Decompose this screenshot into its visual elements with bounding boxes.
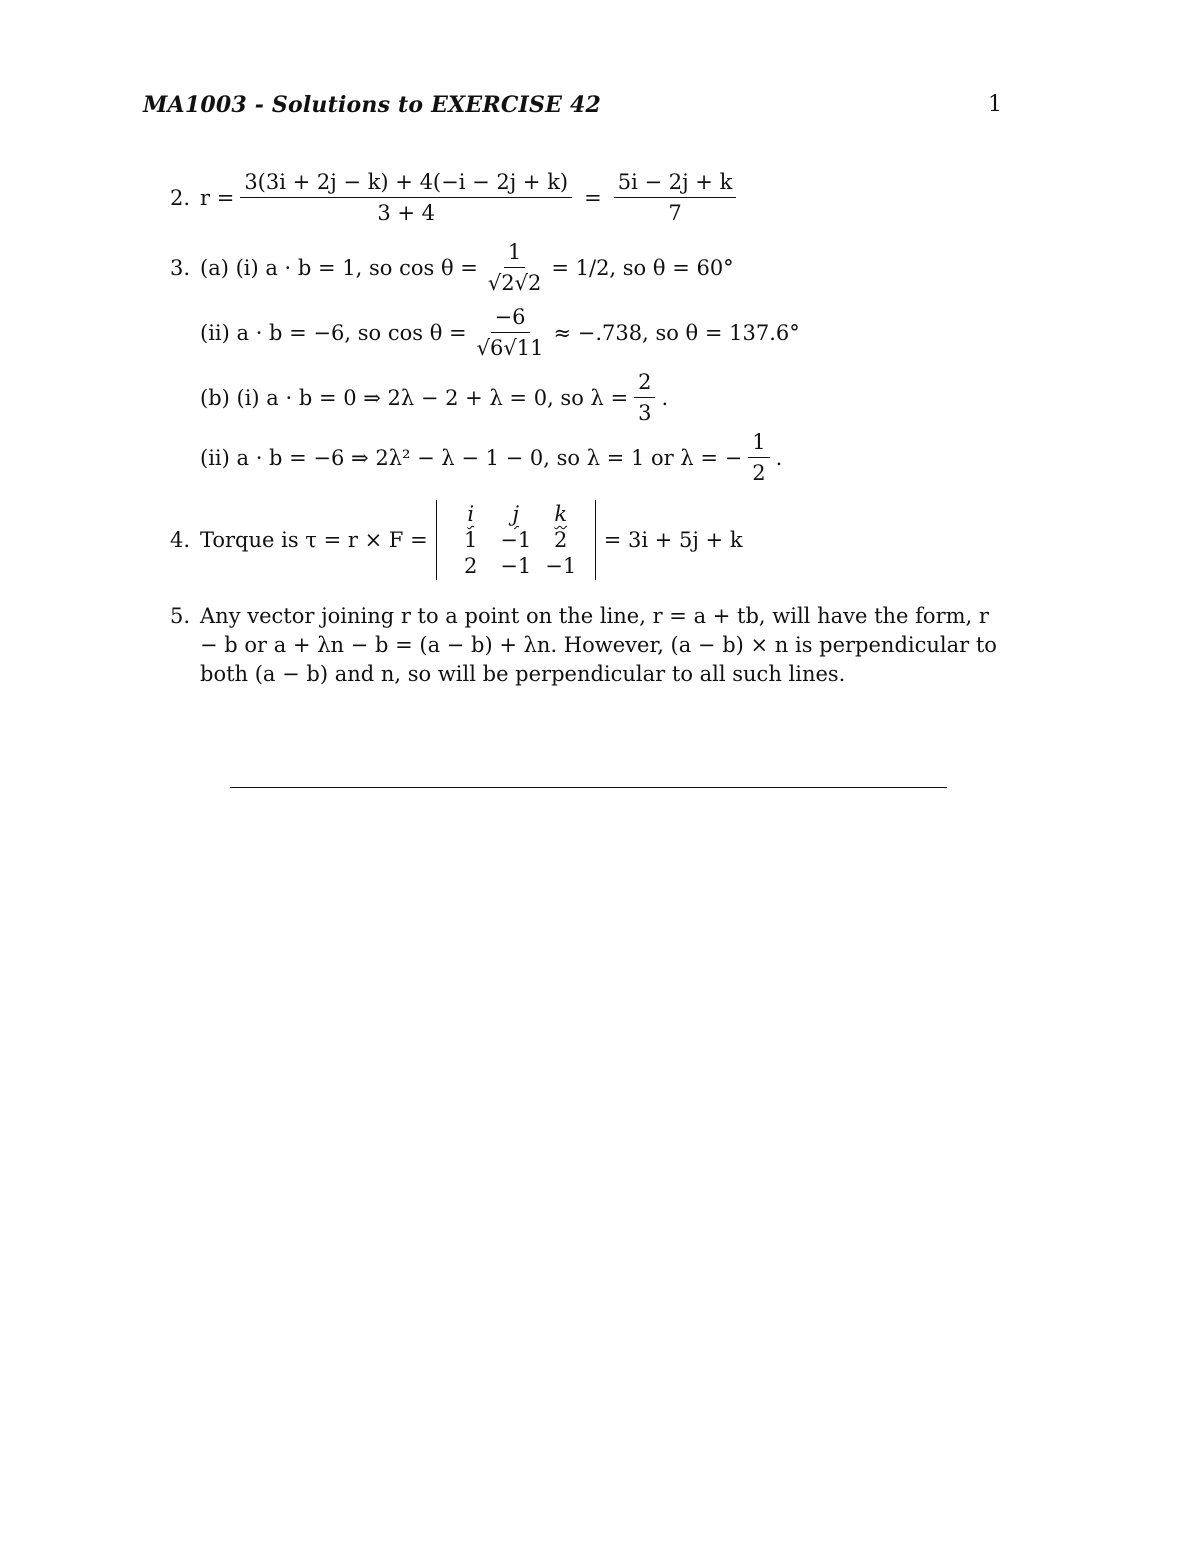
q2-lhs: r = xyxy=(200,185,235,210)
horizontal-rule xyxy=(230,787,947,788)
page-title: MA1003 - Solutions to EXERCISE 42 xyxy=(143,92,601,118)
q2-frac1-denominator: 3 + 4 xyxy=(377,201,436,225)
q4-text: Torque is τ = r × F = xyxy=(200,528,428,552)
q3-b-i-numerator: 2 xyxy=(634,370,655,398)
q4 xyxy=(170,500,743,580)
q3-b-i-text: (b) (i) a · b = 0 ⇒ 2λ − 2 + λ = 0, so λ = xyxy=(200,385,629,410)
q3-a-ii-text: (ii) a · b = −6, so cos θ = xyxy=(200,320,467,345)
q5-label: 5. xyxy=(170,604,191,628)
q2-label: 2. xyxy=(170,185,191,210)
det-cell: k xyxy=(554,502,568,526)
q2-equals: = xyxy=(584,185,602,210)
q2 xyxy=(170,170,742,225)
det-cell: 2 xyxy=(464,554,478,578)
q3-a-i-denominator: √2√2 xyxy=(487,271,542,295)
q3-a-ii-fraction xyxy=(473,305,548,360)
det-cell: −1 xyxy=(500,528,532,552)
q2-frac1-numerator: 3(3i + 2j − k) + 4(−i − 2j + k) xyxy=(240,170,572,198)
q5 xyxy=(170,602,1010,689)
q2-frac2-numerator: 5i − 2j + k xyxy=(614,170,737,198)
det-cell: 1 xyxy=(464,528,478,552)
q3-b-ii-fraction xyxy=(748,430,769,485)
q5-text: Any vector joining r to a point on the line, r = a + tb, will have the form, r − b or a + λn − b = (a − b) + λn. However, (a − b) × n is perpendicular to both (a − b) and n, so will be perpendicular to all such lines. xyxy=(200,604,997,686)
q3-b-ii-text: (ii) a · b = −6 ⇒ 2λ² − λ − 1 − 0, so λ = 1 or λ = − xyxy=(200,445,743,470)
q3-b-ii xyxy=(200,430,782,485)
det-cell: −1 xyxy=(500,554,532,578)
q3-a-ii-denominator: √6√11 xyxy=(476,336,544,360)
q4-determinant xyxy=(436,500,596,580)
q3-b-i-denominator: 3 xyxy=(638,401,652,425)
q3-b-i-fraction xyxy=(634,370,655,425)
q3-a-i xyxy=(170,240,734,295)
q3-a-ii-numerator: −6 xyxy=(491,305,530,333)
q4-label: 4. xyxy=(170,528,191,552)
q3-a-i-result: = 1/2, so θ = 60° xyxy=(551,255,734,280)
q3-a-i-text: (a) (i) a · b = 1, so cos θ = xyxy=(200,255,478,280)
q3-b-i-period: . xyxy=(661,385,669,410)
q4-result: = 3i + 5j + k xyxy=(603,528,743,552)
q3-a-ii-result: ≈ −.738, so θ = 137.6° xyxy=(553,320,800,345)
q3-a-ii xyxy=(200,305,800,360)
q3-a-i-fraction xyxy=(484,240,545,295)
q3-b-ii-denominator: 2 xyxy=(752,461,766,485)
det-cell: j xyxy=(512,502,519,526)
q3-b-i xyxy=(200,370,668,425)
det-cell: 2 xyxy=(554,528,568,552)
q2-frac2-denominator: 7 xyxy=(668,201,682,225)
page-number: 1 xyxy=(988,92,1002,117)
det-cell: −1 xyxy=(545,554,577,578)
q3-a-i-numerator: 1 xyxy=(504,240,525,268)
q3-b-ii-period: . xyxy=(775,445,783,470)
det-cell: i xyxy=(467,502,475,526)
q2-fraction-1 xyxy=(240,170,572,225)
q3-b-ii-numerator: 1 xyxy=(748,430,769,458)
q3-label: 3. xyxy=(170,255,191,280)
q2-fraction-2 xyxy=(614,170,737,225)
